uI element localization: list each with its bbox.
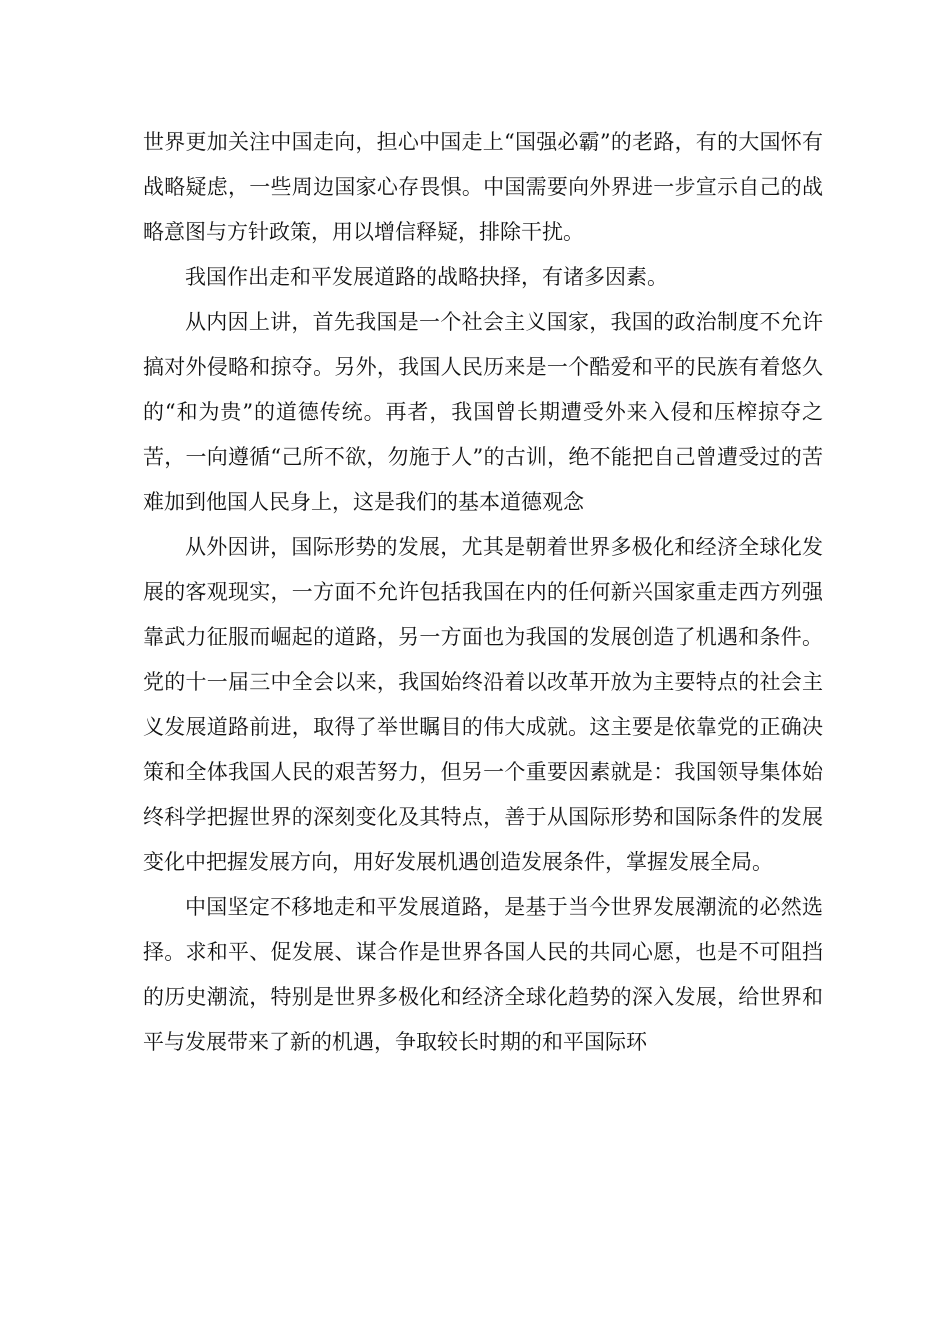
document-body — [143, 120, 823, 1065]
paragraph-strategic-choice: 我国作出走和平发展道路的战略抉择，有诸多因素。 — [185, 265, 668, 289]
paragraph-peaceful-development: 中国坚定不移地走和平发展道路，是基于当今世界发展潮流的必然选择。求和平、促发展、谋合作是世界各国人民的共同心愿，也是不可阻挡的历史潮流，特别是世界多极化和经济全球化趋势的深入发展，给世界和平与发展带来了新的机遇，争取较长时期的和平国际环 — [143, 895, 823, 1054]
paragraph-continued: 世界更加关注中国走向，担心中国走上“国强必霸”的老路，有的大国怀有战略疑虑，一些周边国家心存畏惧。中国需要向外界进一步宣示自己的战略意图与方针政策，用以增信释疑，排除干扰。 — [143, 130, 823, 244]
paragraph-external-factors: 从外因讲，国际形势的发展，尤其是朝着世界多极化和经济全球化发展的客观现实，一方面不允许包括我国在内的任何新兴国家重走西方列强靠武力征服而崛起的道路，另一方面也为我国的发展创造了机遇和条件。党的十一届三中全会以来，我国始终沿着以改革开放为主要特点的社会主义发展道路前进，取得了举世瞩目的伟大成就。这主要是依靠党的正确决策和全体我国人民的艰苦努力，但另一个重要因素就是：我国领导集体始终科学把握世界的深刻变化及其特点，善于从国际形势和国际条件的发展变化中把握发展方向，用好发展机遇创造发展条件，掌握发展全局。 — [143, 535, 823, 874]
paragraph-internal-factors: 从内因上讲，首先我国是一个社会主义国家，我国的政治制度不允许搞对外侵略和掠夺。另外，我国人民历来是一个酷爱和平的民族有着悠久的“和为贵”的道德传统。再者，我国曾长期遭受外来入侵和压榨掠夺之苦，一向遵循“己所不欲，勿施于人”的古训，绝不能把自己曾遭受过的苦难加到他国人民身上，这是我们的基本道德观念 — [143, 310, 823, 514]
